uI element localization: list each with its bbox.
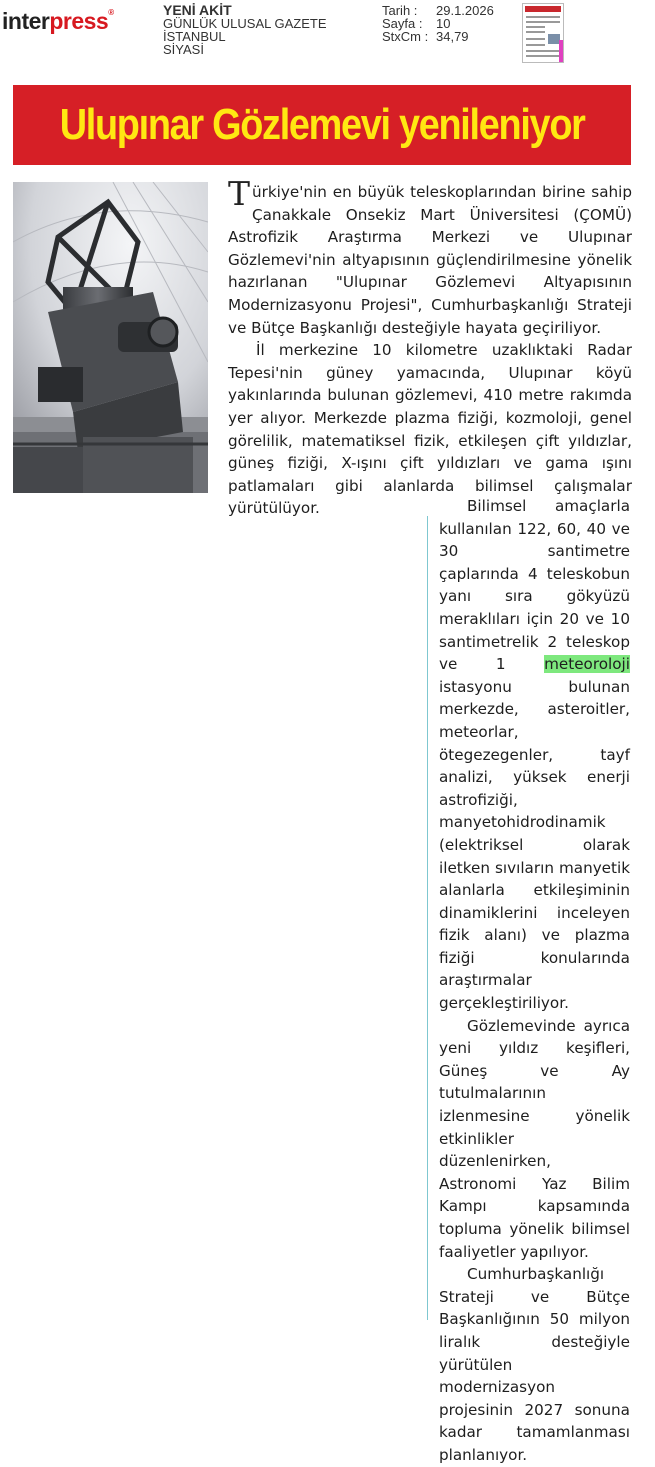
logo-accent-text: press (49, 8, 109, 34)
headline: Ulupınar Gözlemevi yenileniyor (59, 100, 585, 149)
paragraph-4: Gözlemevinde ayrıca yeni yıldız keşifleri, Güneş ve Ay tutulmalarının izlenmesine yönelik etkinlikler düzenlenirken, Astronomi Yaz Bilim Kampı kapsamında topluma yönelik bilimsel faaliyetler yapılıyor. (439, 1016, 630, 1261)
column-rule (427, 516, 428, 1320)
drop-cap: T (228, 174, 251, 213)
paragraph-2: İl merkezine 10 kilometre uzaklıktaki Radar Tepesi'nin güney yamacında, Ulupınar köyü yakınlarında bulunan gözlemevi, 410 metre rakımda yer alıyor. Merkezde plazma fiziği, kozmoloji, genel görelilik, matematiksel fizik, etkileşen çift yıldızlar, güneş fiziği, X-ışını çift yıldızları ve gama ışını patlamaları gibi alanlarda bilimsel çalışmalar yürütülüyor. (228, 341, 632, 518)
paragraph-5: Cumhurbaşkanlığı Strateji ve Bütçe Başkanlığının 50 milyon liralık desteğiyle yürütülen modernizasyon projesinin 2027 sonuna kadar tamamlanması planlanıyor. (439, 1265, 630, 1464)
date-value: 29.1.2026 (436, 3, 494, 18)
thumbnail-line (526, 38, 545, 40)
headline-banner (13, 85, 631, 165)
clipping-details (382, 4, 494, 43)
newspaper-name: YENİ AKİT (163, 2, 232, 18)
paragraph-1 (228, 174, 632, 339)
article-side-column (439, 495, 630, 1467)
paragraph-1-text: ürkiye'nin en büyük teleskoplarından birine sahip Çanakkale Onsekiz Mart Üniversitesi (ÇOMÜ) Astrofizik Araştırma Merkezi ve Ulupınar Gözlemevi'nin altyapısının güçlendirilmesine yönelik hazırlanan "Ulupınar Gözlemevi Altyapısının Modernizasyonu Projesi", Cumhurbaşkanlığı Strateji ve Bütçe Başkanlığı desteğiyle hayata geçiriliyor. (228, 183, 632, 337)
thumbnail-line (526, 16, 560, 18)
date-label: Tarih : (382, 3, 418, 18)
thumbnail-line (526, 21, 560, 23)
page-thumbnail[interactable] (522, 3, 564, 63)
page-label: Sayfa : (382, 16, 423, 31)
newspaper-type: GÜNLÜK ULUSAL GAZETE (163, 16, 327, 31)
newspaper-city: İSTANBUL (163, 29, 226, 44)
thumbnail-line (526, 31, 545, 33)
highlighted-keyword: meteoroloji (544, 655, 630, 674)
logo-main-text: inter (2, 8, 50, 34)
paragraph-3-text-end: istasyonu bulunan merkezde, asteroitler, meteorlar, ötegezegenler, tayf analizi, yüksek enerji astrofiziği, manyetohidrodinamik (elektriksel olarak iletken sıvıların manyetik alanlarla etkileşiminin dinamiklerini inceleyen fizik alanı) ve plazma fiziği konularında araştırmalar gerçekleştiriliyor. (439, 677, 630, 1013)
stxcm-label: StxCm : (382, 29, 429, 44)
registered-mark: ® (108, 8, 114, 17)
thumbnail-masthead (525, 6, 561, 12)
telescope-photo (13, 182, 208, 493)
thumbnail-line (526, 44, 545, 46)
publication-info (163, 4, 327, 56)
paragraph-3 (439, 495, 630, 1015)
thumbnail-line (526, 55, 560, 57)
stxcm-value: 34,79 (436, 29, 469, 44)
thumbnail-line (526, 50, 560, 52)
interpress-logo (2, 8, 114, 35)
thumbnail-line (526, 26, 545, 28)
paragraph-3-text-start: Bilimsel amaçlarla kullanılan 122, 60, 40 ve 30 santimetre çaplarında 4 teleskobun yanı sıra gökyüzü meraklıları için 20 ve 10 santimetrelik 2 teleskop ve 1 (439, 497, 630, 674)
article-top-column (228, 174, 632, 520)
thumbnail-article-marker (559, 40, 563, 62)
page-value: 10 (436, 16, 451, 31)
telescope-illustration (13, 182, 208, 493)
newspaper-section: SİYASİ (163, 42, 204, 57)
